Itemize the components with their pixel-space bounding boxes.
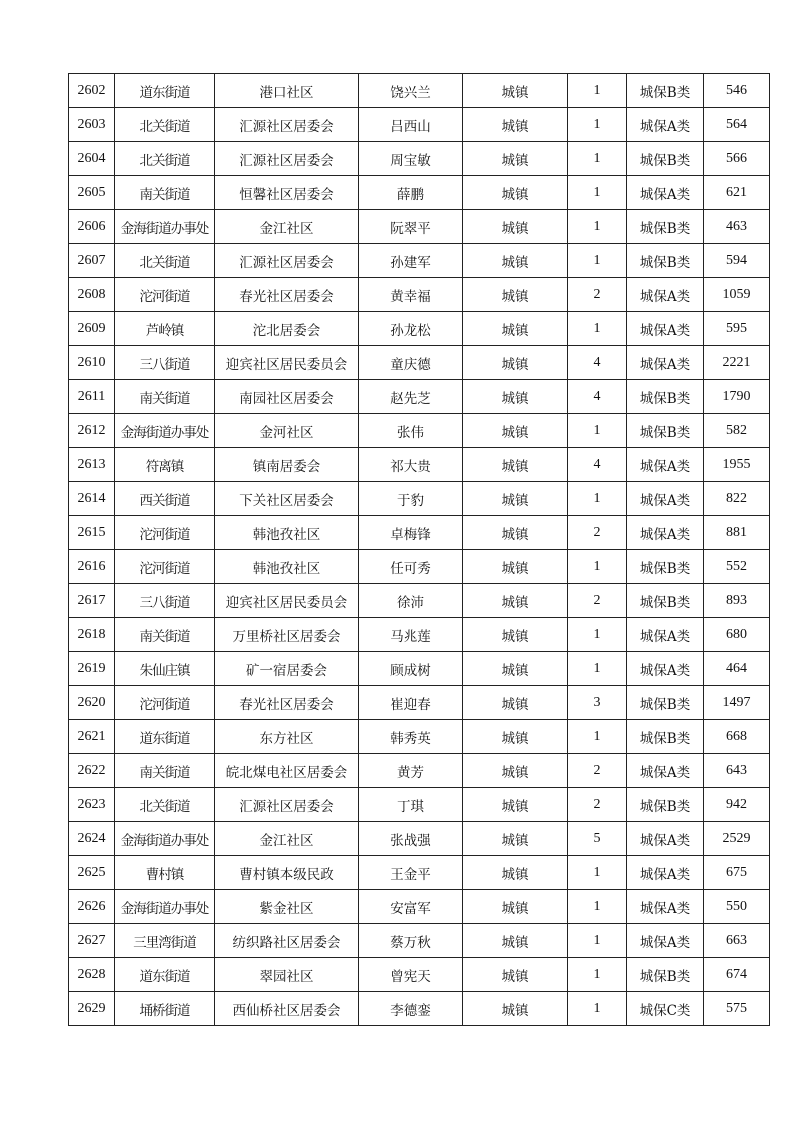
street-cell: 南关街道 [115,380,215,414]
community-cell: 纺织路社区居委会 [215,924,359,958]
name-cell: 张伟 [359,414,463,448]
table-row [69,210,770,244]
row-number-cell: 2618 [69,618,115,652]
amount-cell: 680 [704,618,770,652]
amount-cell: 575 [704,992,770,1026]
family-size-cell: 1 [568,74,627,108]
household-type-cell: 城镇 [463,686,568,720]
household-type-cell: 城镇 [463,244,568,278]
amount-cell: 1955 [704,448,770,482]
community-cell: 万里桥社区居委会 [215,618,359,652]
street-cell: 金海街道办事处 [115,822,215,856]
row-number-cell: 2609 [69,312,115,346]
community-cell: 春光社区居委会 [215,686,359,720]
name-cell: 李德銮 [359,992,463,1026]
household-type-cell: 城镇 [463,584,568,618]
street-cell: 南关街道 [115,754,215,788]
community-cell: 翠园社区 [215,958,359,992]
community-cell: 金江社区 [215,822,359,856]
household-type-cell: 城镇 [463,380,568,414]
street-cell: 北关街道 [115,142,215,176]
amount-cell: 546 [704,74,770,108]
household-type-cell: 城镇 [463,822,568,856]
table-row [69,550,770,584]
table-row [69,108,770,142]
row-number-cell: 2616 [69,550,115,584]
category-cell: 城保A类 [627,448,704,482]
category-cell: 城保A类 [627,754,704,788]
community-cell: 汇源社区居委会 [215,244,359,278]
household-type-cell: 城镇 [463,346,568,380]
category-cell: 城保B类 [627,210,704,244]
table-row [69,992,770,1026]
family-size-cell: 1 [568,890,627,924]
street-cell: 三里湾街道 [115,924,215,958]
household-type-cell: 城镇 [463,754,568,788]
category-cell: 城保A类 [627,516,704,550]
family-size-cell: 1 [568,312,627,346]
street-cell: 金海街道办事处 [115,414,215,448]
household-type-cell: 城镇 [463,142,568,176]
category-cell: 城保A类 [627,822,704,856]
family-size-cell: 2 [568,584,627,618]
category-cell: 城保B类 [627,550,704,584]
street-cell: 沱河街道 [115,686,215,720]
household-type-cell: 城镇 [463,448,568,482]
street-cell: 西关街道 [115,482,215,516]
community-cell: 紫金社区 [215,890,359,924]
community-cell: 曹村镇本级民政 [215,856,359,890]
community-cell: 皖北煤电社区居委会 [215,754,359,788]
name-cell: 任可秀 [359,550,463,584]
street-cell: 北关街道 [115,108,215,142]
name-cell: 崔迎春 [359,686,463,720]
category-cell: 城保A类 [627,618,704,652]
street-cell: 三八街道 [115,346,215,380]
name-cell: 阮翠平 [359,210,463,244]
amount-cell: 2221 [704,346,770,380]
street-cell: 沱河街道 [115,550,215,584]
family-size-cell: 1 [568,210,627,244]
table-row [69,754,770,788]
family-size-cell: 2 [568,754,627,788]
amount-cell: 1497 [704,686,770,720]
category-cell: 城保B类 [627,788,704,822]
community-cell: 汇源社区居委会 [215,108,359,142]
family-size-cell: 1 [568,720,627,754]
row-number-cell: 2617 [69,584,115,618]
community-cell: 金江社区 [215,210,359,244]
name-cell: 徐沛 [359,584,463,618]
row-number-cell: 2619 [69,652,115,686]
family-size-cell: 2 [568,278,627,312]
row-number-cell: 2627 [69,924,115,958]
name-cell: 安富军 [359,890,463,924]
name-cell: 卓梅锋 [359,516,463,550]
household-type-cell: 城镇 [463,958,568,992]
row-number-cell: 2625 [69,856,115,890]
row-number-cell: 2620 [69,686,115,720]
household-type-cell: 城镇 [463,890,568,924]
table-row [69,686,770,720]
amount-cell: 550 [704,890,770,924]
family-size-cell: 4 [568,380,627,414]
category-cell: 城保B类 [627,142,704,176]
row-number-cell: 2628 [69,958,115,992]
row-number-cell: 2611 [69,380,115,414]
name-cell: 赵先芝 [359,380,463,414]
household-type-cell: 城镇 [463,108,568,142]
table-row [69,312,770,346]
family-size-cell: 3 [568,686,627,720]
street-cell: 埇桥街道 [115,992,215,1026]
household-type-cell: 城镇 [463,618,568,652]
category-cell: 城保B类 [627,958,704,992]
row-number-cell: 2606 [69,210,115,244]
household-type-cell: 城镇 [463,516,568,550]
household-type-cell: 城镇 [463,74,568,108]
household-type-cell: 城镇 [463,652,568,686]
amount-cell: 566 [704,142,770,176]
amount-cell: 668 [704,720,770,754]
category-cell: 城保A类 [627,312,704,346]
household-type-cell: 城镇 [463,992,568,1026]
family-size-cell: 4 [568,346,627,380]
table-row [69,822,770,856]
name-cell: 周宝敏 [359,142,463,176]
amount-cell: 463 [704,210,770,244]
family-size-cell: 1 [568,414,627,448]
row-number-cell: 2610 [69,346,115,380]
name-cell: 孙龙松 [359,312,463,346]
row-number-cell: 2621 [69,720,115,754]
category-cell: 城保B类 [627,686,704,720]
name-cell: 饶兴兰 [359,74,463,108]
amount-cell: 582 [704,414,770,448]
community-cell: 西仙桥社区居委会 [215,992,359,1026]
family-size-cell: 1 [568,176,627,210]
name-cell: 顾成树 [359,652,463,686]
row-number-cell: 2613 [69,448,115,482]
family-size-cell: 2 [568,516,627,550]
table-row [69,720,770,754]
community-cell: 恒馨社区居委会 [215,176,359,210]
community-cell: 韩池孜社区 [215,516,359,550]
street-cell: 北关街道 [115,788,215,822]
street-cell: 道东街道 [115,720,215,754]
row-number-cell: 2615 [69,516,115,550]
category-cell: 城保B类 [627,414,704,448]
family-size-cell: 1 [568,550,627,584]
amount-cell: 1059 [704,278,770,312]
community-cell: 韩池孜社区 [215,550,359,584]
community-cell: 东方社区 [215,720,359,754]
row-number-cell: 2623 [69,788,115,822]
community-cell: 港口社区 [215,74,359,108]
name-cell: 丁琪 [359,788,463,822]
table-row [69,176,770,210]
community-cell: 迎宾社区居民委员会 [215,346,359,380]
name-cell: 韩秀英 [359,720,463,754]
row-number-cell: 2626 [69,890,115,924]
row-number-cell: 2622 [69,754,115,788]
amount-cell: 594 [704,244,770,278]
street-cell: 沱河街道 [115,278,215,312]
category-cell: 城保A类 [627,482,704,516]
community-cell: 南园社区居委会 [215,380,359,414]
amount-cell: 464 [704,652,770,686]
category-cell: 城保B类 [627,74,704,108]
table-row [69,788,770,822]
family-size-cell: 1 [568,924,627,958]
category-cell: 城保B类 [627,380,704,414]
row-number-cell: 2624 [69,822,115,856]
amount-cell: 674 [704,958,770,992]
category-cell: 城保A类 [627,176,704,210]
family-size-cell: 1 [568,244,627,278]
amount-cell: 675 [704,856,770,890]
table-row [69,958,770,992]
name-cell: 于豹 [359,482,463,516]
name-cell: 孙建军 [359,244,463,278]
family-size-cell: 1 [568,142,627,176]
amount-cell: 643 [704,754,770,788]
category-cell: 城保A类 [627,856,704,890]
street-cell: 南关街道 [115,176,215,210]
family-size-cell: 1 [568,482,627,516]
community-cell: 下关社区居委会 [215,482,359,516]
table-row [69,856,770,890]
table-row [69,924,770,958]
row-number-cell: 2608 [69,278,115,312]
household-type-cell: 城镇 [463,924,568,958]
name-cell: 张战强 [359,822,463,856]
name-cell: 马兆莲 [359,618,463,652]
category-cell: 城保A类 [627,652,704,686]
amount-cell: 881 [704,516,770,550]
household-type-cell: 城镇 [463,278,568,312]
street-cell: 道东街道 [115,958,215,992]
street-cell: 朱仙庄镇 [115,652,215,686]
street-cell: 北关街道 [115,244,215,278]
name-cell: 黄幸福 [359,278,463,312]
street-cell: 芦岭镇 [115,312,215,346]
category-cell: 城保B类 [627,720,704,754]
table-row [69,74,770,108]
category-cell: 城保A类 [627,924,704,958]
row-number-cell: 2604 [69,142,115,176]
street-cell: 金海街道办事处 [115,890,215,924]
table-row [69,414,770,448]
community-cell: 汇源社区居委会 [215,788,359,822]
row-number-cell: 2607 [69,244,115,278]
amount-cell: 621 [704,176,770,210]
category-cell: 城保A类 [627,108,704,142]
category-cell: 城保C类 [627,992,704,1026]
row-number-cell: 2629 [69,992,115,1026]
community-cell: 春光社区居委会 [215,278,359,312]
household-type-cell: 城镇 [463,788,568,822]
household-type-cell: 城镇 [463,312,568,346]
name-cell: 吕西山 [359,108,463,142]
table-row [69,482,770,516]
table-row [69,652,770,686]
family-size-cell: 1 [568,992,627,1026]
table-row [69,244,770,278]
street-cell: 金海街道办事处 [115,210,215,244]
community-cell: 金河社区 [215,414,359,448]
family-size-cell: 1 [568,108,627,142]
category-cell: 城保B类 [627,584,704,618]
household-type-cell: 城镇 [463,176,568,210]
amount-cell: 893 [704,584,770,618]
name-cell: 薛鹏 [359,176,463,210]
row-number-cell: 2612 [69,414,115,448]
amount-cell: 2529 [704,822,770,856]
community-cell: 汇源社区居委会 [215,142,359,176]
amount-cell: 942 [704,788,770,822]
name-cell: 蔡万秋 [359,924,463,958]
street-cell: 道东街道 [115,74,215,108]
table-row [69,618,770,652]
family-size-cell: 1 [568,618,627,652]
amount-cell: 552 [704,550,770,584]
family-size-cell: 1 [568,652,627,686]
category-cell: 城保B类 [627,244,704,278]
name-cell: 曾宪天 [359,958,463,992]
table-row [69,142,770,176]
row-number-cell: 2605 [69,176,115,210]
community-cell: 矿一宿居委会 [215,652,359,686]
family-size-cell: 1 [568,958,627,992]
household-type-cell: 城镇 [463,856,568,890]
household-type-cell: 城镇 [463,720,568,754]
category-cell: 城保A类 [627,346,704,380]
amount-cell: 822 [704,482,770,516]
amount-cell: 1790 [704,380,770,414]
amount-cell: 663 [704,924,770,958]
family-size-cell: 1 [568,856,627,890]
table-row [69,516,770,550]
household-type-cell: 城镇 [463,550,568,584]
family-size-cell: 4 [568,448,627,482]
table-row [69,890,770,924]
community-cell: 沱北居委会 [215,312,359,346]
category-cell: 城保A类 [627,278,704,312]
row-number-cell: 2602 [69,74,115,108]
table-row [69,278,770,312]
amount-cell: 595 [704,312,770,346]
street-cell: 符离镇 [115,448,215,482]
table-row [69,380,770,414]
table-body [69,74,770,1026]
name-cell: 童庆德 [359,346,463,380]
community-cell: 镇南居委会 [215,448,359,482]
household-type-cell: 城镇 [463,482,568,516]
records-table [68,73,770,1026]
amount-cell: 564 [704,108,770,142]
street-cell: 曹村镇 [115,856,215,890]
table-row [69,584,770,618]
table-row [69,448,770,482]
category-cell: 城保A类 [627,890,704,924]
household-type-cell: 城镇 [463,210,568,244]
street-cell: 三八街道 [115,584,215,618]
community-cell: 迎宾社区居民委员会 [215,584,359,618]
family-size-cell: 5 [568,822,627,856]
name-cell: 黄芳 [359,754,463,788]
household-type-cell: 城镇 [463,414,568,448]
name-cell: 祁大贵 [359,448,463,482]
row-number-cell: 2603 [69,108,115,142]
row-number-cell: 2614 [69,482,115,516]
table-row [69,346,770,380]
street-cell: 南关街道 [115,618,215,652]
street-cell: 沱河街道 [115,516,215,550]
family-size-cell: 2 [568,788,627,822]
name-cell: 王金平 [359,856,463,890]
